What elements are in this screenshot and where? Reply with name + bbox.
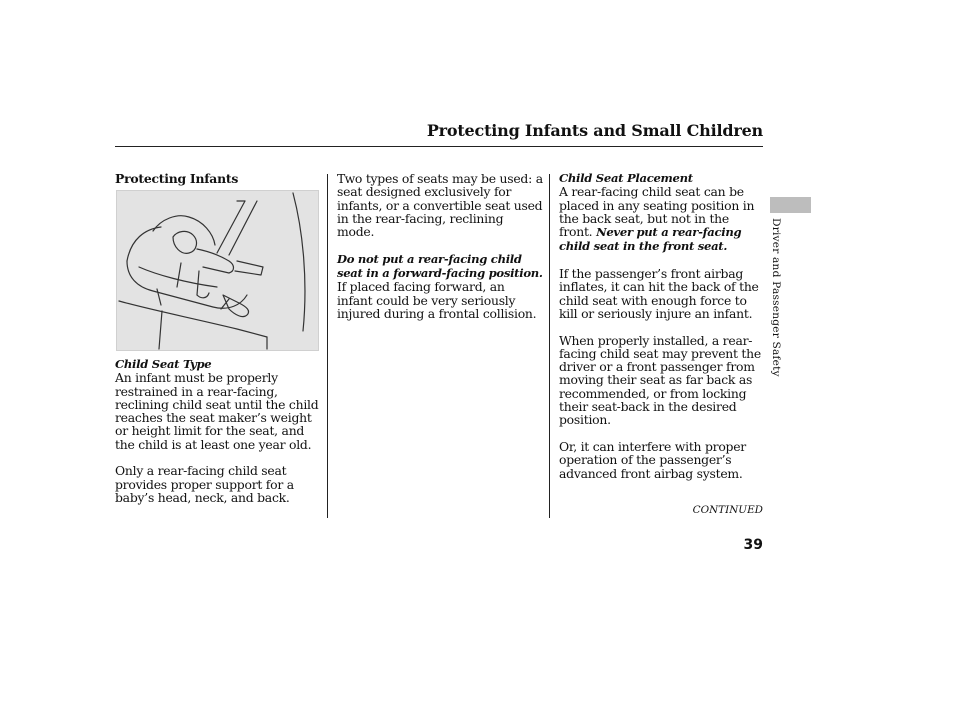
placement-text: A rear-facing child seat can be placed in any seating position in the back seat, but not in the front. — [559, 184, 755, 240]
section-tab — [770, 197, 811, 213]
paragraph: When properly installed, a rear-facing child seat may prevent the driver or a front passenger from moving their seat as far back as recommended, or from locking their seat-back in the desired position. — [559, 332, 761, 428]
infant-seat-image — [117, 191, 318, 350]
page-title: Protecting Infants and Small Children — [426, 121, 763, 140]
paragraph: Or, it can interfere with proper operation of the passenger’s advanced front airbag system. — [559, 438, 746, 481]
paragraph: If the passenger’s front airbag inflates, it can hit the back of the child seat with enough force to kill or seriously injure an infant. — [559, 266, 759, 321]
placement-paragraph — [559, 185, 765, 253]
column-1-lower — [115, 358, 323, 518]
header-rule — [115, 146, 763, 147]
child-seat-type-heading: Child Seat Type — [115, 357, 212, 371]
warning-bold-text: Do not put a rear-facing child seat in a forward-facing position. — [337, 251, 543, 281]
warning-text: If placed facing forward, an infant could be very seriously injured during a frontal collision. — [337, 279, 537, 321]
continued-label: CONTINUED — [692, 504, 763, 516]
placement-warning: Never put a rear-facing child seat in the front seat. — [559, 225, 742, 254]
paragraph: Only a rear-facing child seat provides proper support for a baby’s head, neck, and back. — [115, 463, 294, 505]
child-seat-placement-heading: Child Seat Placement — [559, 171, 693, 185]
section-heading: Protecting Infants — [115, 171, 239, 186]
section-tab-label: Driver and Passenger Safety — [770, 218, 782, 377]
column-2 — [337, 172, 543, 334]
child-seat-illustration — [116, 190, 319, 351]
warning-paragraph — [337, 252, 543, 320]
page-number: 39 — [743, 537, 763, 553]
column-3 — [559, 172, 765, 493]
paragraph: An infant must be properly restrained in a rear-facing, reclining child seat until the child reaches the seat maker’s weight or height limit for the seat, and the child is at least one year old. — [115, 370, 319, 452]
column-divider — [549, 174, 550, 518]
paragraph: Two types of seats may be used: a seat designed exclusively for infants, or a convertible seat used in the rear-facing, reclining mode. — [337, 171, 543, 240]
column-1 — [115, 172, 323, 185]
column-divider — [327, 174, 328, 518]
